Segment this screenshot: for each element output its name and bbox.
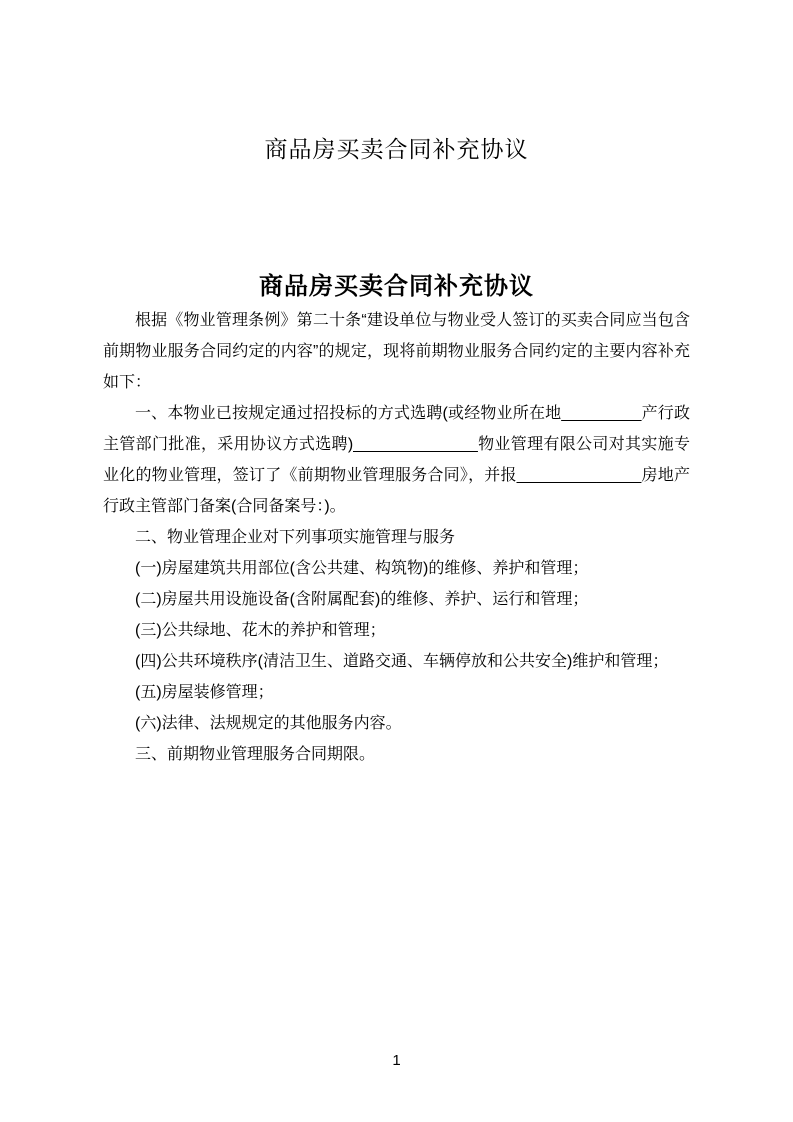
intro-paragraph: 根据《物业管理条例》第二十条“建设单位与物业受人签订的买卖合同应当包含前期物业服务合同约定的内容”的规定，现将前期物业服务合同约定的主要内容补充如下： [103, 312, 690, 391]
service-item-5: (五)房屋装修管理； [135, 684, 274, 701]
service-item-3: (三)公共绿地、花木的养护和管理； [135, 622, 386, 639]
service-item-6: (六)法律、法规规定的其他服务内容。 [135, 715, 402, 732]
document-main-title: 商品房买卖合同补充协议 [259, 273, 534, 300]
service-item-1: (一)房屋建筑共用部位(含公共建、构筑物)的维修、养护和管理； [135, 560, 589, 577]
page-number: 1 [392, 1052, 401, 1069]
service-item-2: (二)房屋共用设施设备(含附属配套)的维修、养护、运行和管理； [135, 591, 589, 608]
document-content [103, 0, 690, 770]
clause-3-heading: 三、前期物业管理服务合同期限。 [135, 746, 376, 763]
clause-1-paragraph: 一、本物业已按规定通过招投标的方式选聘(或经物业所在地_________产行政主管部门批准，采用协议方式选聘)______________物业管理有限公司对其实施专业化的物业管理，签订了《前期物业管理服务合同》，并报______________房地产行政主管部门备案(合同备案号：)。 [103, 405, 690, 515]
document-header-title: 商品房买卖合同补充协议 [264, 136, 529, 162]
clause-2-heading: 二、物业管理企业对下列事项实施管理与服务 [135, 529, 456, 546]
service-item-4: (四)公共环境秩序(清洁卫生、道路交通、车辆停放和公共安全)维护和管理； [135, 653, 669, 670]
